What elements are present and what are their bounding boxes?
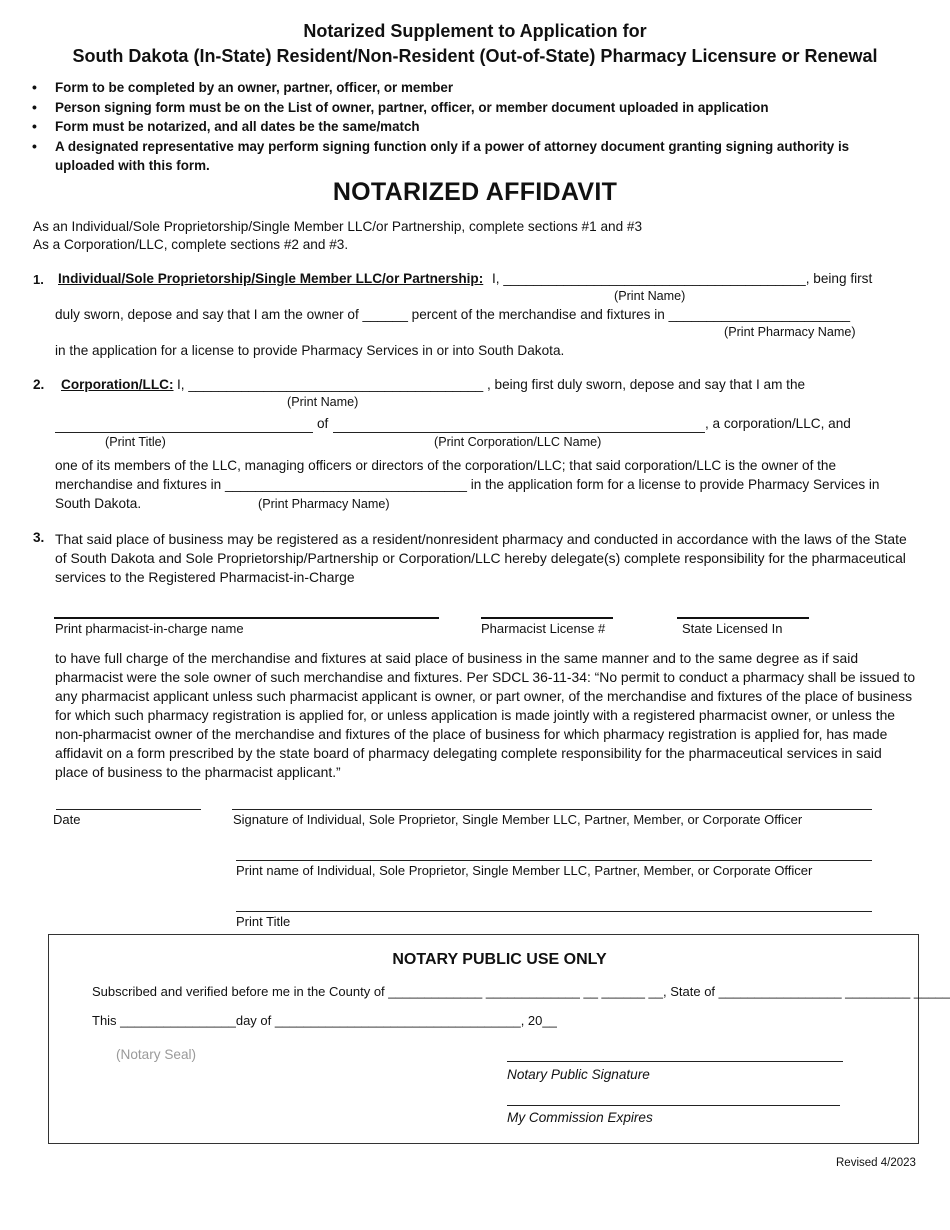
instruction-item: • A designated representative may perform signing function only if a power of attorney document granting signing authority is uploaded with this form. [32,137,912,176]
section2-para-line1: one of its members of the LLC, managing officers or directors of the corporation/LLC; that said corporation/LLC is the owner of the [55,458,837,473]
notary-signature-label: Notary Public Signature [507,1067,650,1082]
print-name-line[interactable] [236,860,872,861]
pic-name-line[interactable] [54,617,439,619]
section1-name-field[interactable]: I, ________________________________________, being first [492,271,873,286]
commission-expires-line[interactable] [507,1105,840,1106]
signature-line[interactable] [232,809,872,810]
section1-print-name-hint: (Print Name) [614,289,686,303]
section2-of-label: of [317,416,329,431]
section2-pharmacy-hint: (Print Pharmacy Name) [258,497,390,511]
section1-pharmacy-hint: (Print Pharmacy Name) [724,325,856,339]
section2-corp-name-line[interactable] [333,432,705,433]
section2-title-line[interactable] [55,432,313,433]
print-title-label: Print Title [236,914,291,929]
section1-heading: Individual/Sole Proprietorship/Single Member LLC/or Partnership: [58,271,484,286]
license-number-label: Pharmacist License # [481,621,606,636]
instruction-item: • Form to be completed by an owner, partner, officer, or member [32,78,912,98]
signature-label: Signature of Individual, Sole Proprietor, Single Member LLC, Partner, Member, or Corporate Officer [233,812,803,827]
pic-name-label: Print pharmacist-in-charge name [55,621,244,636]
date-label: Date [53,812,81,827]
revised-date: Revised 4/2023 [836,1157,916,1169]
section2-para-line2[interactable]: merchandise and fixtures in ________________________________ in the application form for a license to provide Pharmacy Services in [55,477,880,492]
notary-title: NOTARY PUBLIC USE ONLY [392,951,607,968]
print-name-label: Print name of Individual, Sole Proprietor, Single Member LLC, Partner, Member, or Corporate Officer [236,863,813,878]
notary-county-line[interactable]: Subscribed and verified before me in the County of _____________ _____________ __ ______ __, State of _________________ _________ _____ [92,984,950,999]
affidavit-intro-line1: As an Individual/Sole Proprietorship/Single Member LLC/or Partnership, complete sections #1 and #3 [33,219,643,234]
section1-ownership-line[interactable]: duly sworn, depose and say that I am the owner of ______ percent of the merchandise and fixtures in ________________________ [55,307,851,322]
affidavit-intro-line2: As a Corporation/LLC, complete sections #2 and #3. [33,237,349,252]
section2-corp-tail: , a corporation/LLC, and [705,416,851,431]
section2-title-hint: (Print Title) [105,435,166,449]
section1-application-line: in the application for a license to provide Pharmacy Services in or into South Dakota. [55,343,565,358]
notary-seal-placeholder: (Notary Seal) [116,1047,197,1062]
license-number-line[interactable] [481,617,613,619]
section2-para-line3: South Dakota. [55,496,142,511]
section2-corp-hint: (Print Corporation/LLC Name) [434,435,602,449]
section3-text: That said place of business may be registered as a resident/nonresident pharmacy and conducted in accordance with the laws of the State of South Dakota and Sole Proprietorship/Partnership or Corporation/LLC hereby delegate(s) complete responsibility for the pharmaceutical services to the Registered Pharmacist-in-Charge [55,531,907,585]
notary-date-line[interactable]: This ________________day of __________________________________, 20__ [92,1013,557,1028]
commission-expires-label: My Commission Expires [507,1110,653,1125]
affidavit-title: NOTARIZED AFFIDAVIT [332,178,618,206]
instruction-item: • Form must be notarized, and all dates be the same/match [32,117,912,137]
notary-signature-line[interactable] [507,1061,843,1062]
section2-number: 2. [33,377,45,392]
date-line[interactable] [56,809,201,810]
section1-number: 1. [33,272,44,287]
section2-name-field[interactable]: I, _______________________________________ , being first duly sworn, depose and say that I am the [177,377,806,392]
state-licensed-line[interactable] [677,617,809,619]
state-licensed-label: State Licensed In [682,621,783,636]
form-title-line1: Notarized Supplement to Application for [303,21,647,41]
section3-number: 3. [33,530,45,545]
instruction-item: • Person signing form must be on the List of owner, partner, officer, or member document uploaded in application [32,98,912,118]
instructions-list [32,78,912,176]
section3-continuation: to have full charge of the merchandise and fixtures at said place of business in the same manner and to the same degree as if said pharmacist were the sole owner of such merchandise and fixtures. Per SDCL 36-11-34: “No permit to conduct a pharmacy shall be issued to any pharmacist applicant unless such pharmacist applicant is owner, or part owner, of the merchandise and fixtures of the place of business for which such pharmacy registration is applied for, or unless application is made jointly with a registered pharmacist owner, or unless the non-pharmacist owner of the merchandise and fixtures of the place of business for which pharmacy registration is applied for, has made affidavit on a form prescribed by the state board of pharmacy delegating complete responsibility for the pharmaceutical services in said place of business to the pharmacist applicant.” [55,650,916,780]
section2-print-name-hint: (Print Name) [287,395,359,409]
print-title-line[interactable] [236,911,872,912]
form-title-line2: South Dakota (In-State) Resident/Non-Resident (Out-of-State) Pharmacy Licensure or Renewal [72,46,878,66]
section2-heading: Corporation/LLC: [61,377,174,392]
